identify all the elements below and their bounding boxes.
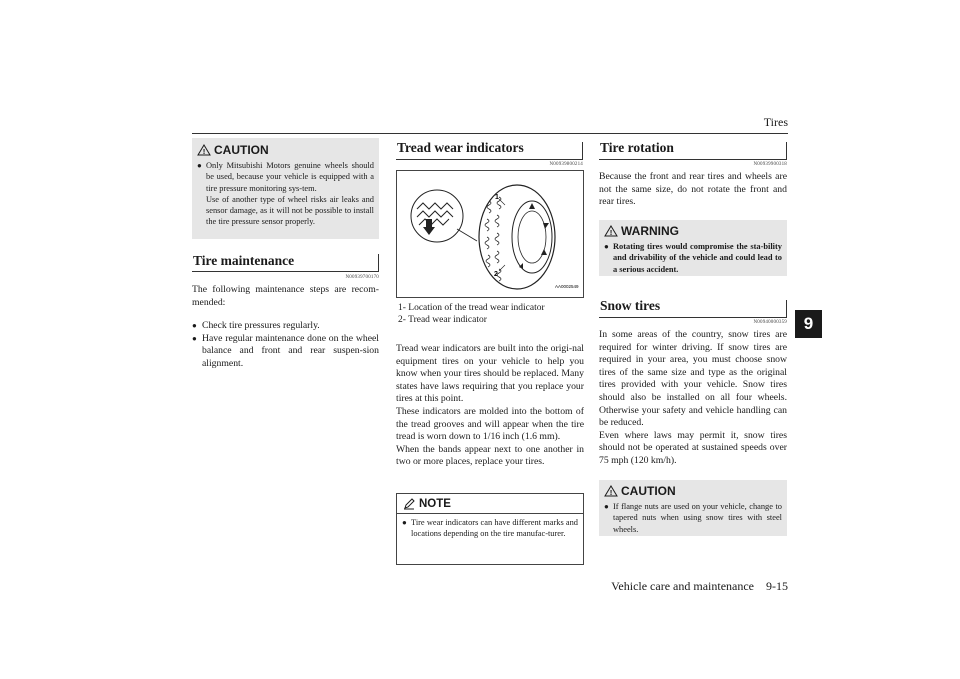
page-header-title: Tires — [763, 115, 788, 129]
warning-label: WARNING — [621, 224, 679, 238]
section-code: N00939900318 — [753, 162, 787, 167]
note-pencil-icon — [402, 498, 416, 510]
callout-1: 1 — [495, 194, 499, 201]
bullet-icon: ● — [402, 518, 407, 527]
warning-box — [599, 220, 787, 276]
note-box — [396, 493, 584, 565]
chapter-tab: 9 — [795, 310, 822, 338]
caution-triangle-icon — [197, 144, 211, 156]
warning-triangle-icon — [604, 225, 618, 237]
caution-header — [197, 143, 374, 157]
tread-para: Tread wear indicators are built into the origi-nal equipment tires on your vehicle to help you know when your tires should be replaced. Many states have laws requiring that you replace your tires at this point. These indicators are molded into the bottom of the tread grooves and will appear when the tire tread is worn down to 1/16 inch (1.6 mm). When the bands appear next to one another in two or more places, replace your tires. — [396, 343, 584, 468]
list-item: ● Have regular maintenance done on the wheel balance and front and rear suspen-sion alignment. — [192, 332, 379, 369]
section-code: N00940000359 — [753, 320, 787, 325]
caution-triangle-icon — [604, 485, 618, 497]
maintenance-list — [192, 320, 379, 370]
rotation-para: Because the front and rear tires and wheels are not the same size, do not rotate the front and rear tires. — [599, 171, 787, 208]
page-footer: Vehicle care and maintenance 9-15 — [611, 579, 788, 593]
svg-text:!: ! — [609, 230, 613, 237]
caution-header — [604, 484, 782, 498]
bullet-icon: ● — [197, 161, 202, 170]
warning-bullet — [604, 241, 782, 275]
section-title-tire-rotation: Tire rotation — [600, 140, 674, 155]
section-rule — [192, 254, 379, 272]
bullet-icon: ● — [604, 502, 609, 511]
note-header — [402, 498, 578, 510]
tire-illustration-icon — [397, 171, 583, 297]
section-rule — [599, 300, 787, 318]
caution-box-left — [192, 138, 379, 239]
tread-wear-figure — [396, 170, 584, 298]
caution-text: Only Mitsubishi Motors genuine wheels should be used, because your vehicle is equipped with a tire pressure monitoring sys-tem. — [206, 161, 374, 193]
bullet-icon: ● — [192, 321, 197, 330]
note-text: Tire wear indicators can have different marks and locations depending on the tire manufac-turer. — [411, 518, 578, 539]
warning-text: Rotating tires would compromise the sta-bility and drivability of the vehicle and could lead to a serious accident. — [613, 242, 782, 274]
note-label: NOTE — [419, 498, 451, 510]
caution-label: CAUTION — [621, 484, 676, 498]
figure-caption-1: 1- Location of the tread wear indicator — [398, 303, 545, 313]
callout-2: 2 — [494, 271, 498, 278]
snow-para: In some areas of the country, snow tires are required for winter driving. If snow tires are required in your area, you must choose snow tires of the same size and type as the original tires provided with your vehicle. Snow tires should also be installed on all four wheels. Otherwise your safety and vehicle handling can be reduced. Even where laws may permit it, snow tires should not be operated at sustained speeds over 75 mph (120 km/h). — [599, 329, 787, 466]
warning-header — [604, 224, 782, 238]
caution-box-right — [599, 480, 787, 536]
caution-text-2: Use of another type of wheel risks air leaks and sensor damage, as it will not be possible to install the tire pressure sensor properly. — [206, 194, 374, 227]
bullet-icon: ● — [604, 242, 609, 251]
list-item: ● Check tire pressures regularly. — [192, 320, 320, 331]
section-code: N00939700170 — [345, 275, 379, 280]
caution-text: If flange nuts are used on your vehicle, change to tapered nuts when using snow tires with steel wheels. — [613, 502, 782, 534]
maintenance-intro: The following maintenance steps are recom-mended: — [192, 284, 379, 308]
figure-caption-2: 2- Tread wear indicator — [398, 315, 487, 325]
caution-bullet — [604, 501, 782, 535]
svg-text:!: ! — [202, 149, 206, 156]
svg-text:!: ! — [609, 490, 613, 497]
section-code: N00939800214 — [549, 162, 583, 167]
header-rule — [192, 133, 788, 134]
section-rule — [396, 142, 583, 160]
section-rule — [599, 142, 787, 160]
caution-label: CAUTION — [214, 143, 269, 157]
figure-code: AA0002549 — [555, 284, 579, 289]
note-bullet — [402, 517, 578, 540]
section-title-snow-tires: Snow tires — [600, 298, 661, 313]
bullet-icon: ● — [192, 333, 197, 343]
section-title-tread-wear: Tread wear indicators — [397, 140, 524, 155]
caution-bullet — [197, 160, 374, 228]
section-title-tire-maintenance: Tire maintenance — [193, 253, 295, 268]
